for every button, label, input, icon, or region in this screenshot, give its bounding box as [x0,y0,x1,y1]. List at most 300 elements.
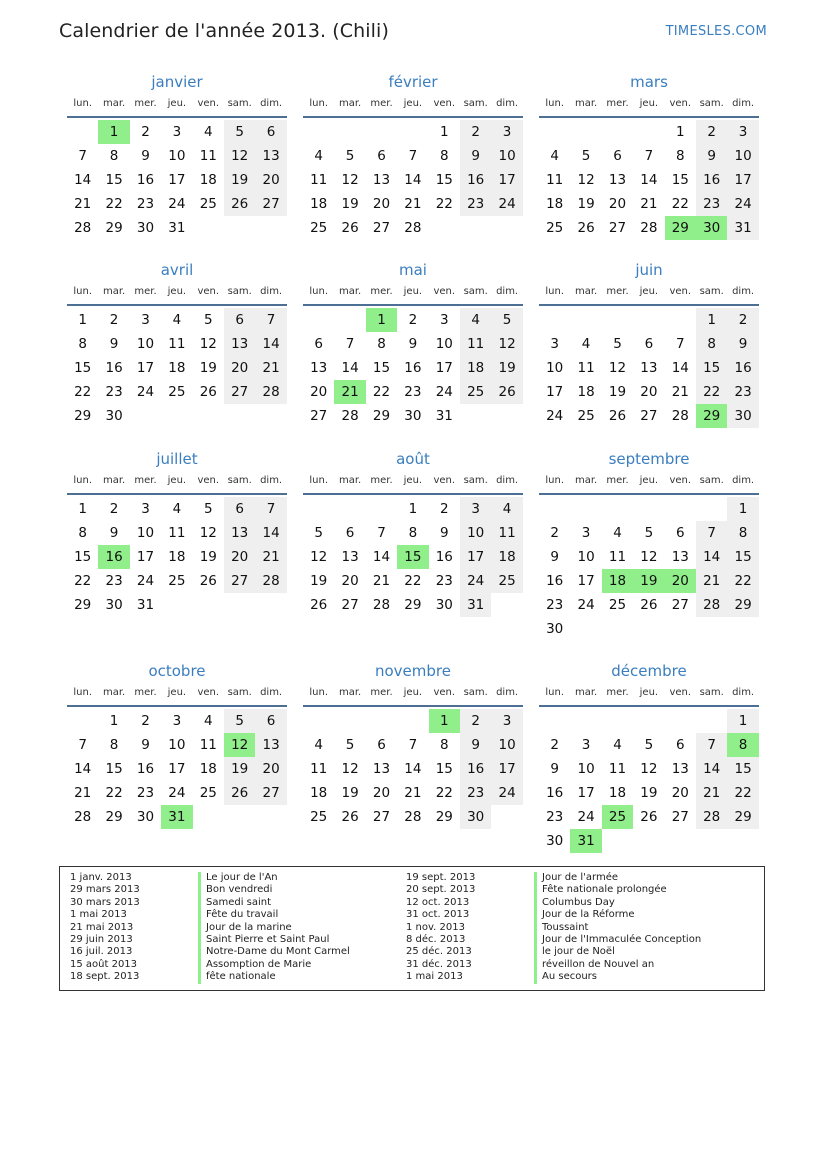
day-cell: 29 [105,809,123,825]
day-cell: 13 [341,549,359,565]
day-cell: 29 [74,597,92,613]
legend-holiday-date: 20 sept. 2013 [406,884,476,896]
day-cell: 24 [136,573,155,589]
day-cell: 4 [172,312,182,328]
day-cell: 11 [460,332,491,356]
weekday-label: ven. [197,475,220,486]
day-cell: 23 [460,781,491,805]
legend-holiday-date: 31 déc. 2013 [406,958,472,970]
day-cell: 29 [727,805,758,829]
day-cell: 27 [310,408,328,424]
day-cell: 3 [460,497,491,521]
day-cell: 30 [460,805,491,829]
day-cell: 18 [199,761,217,777]
weekday-label: mar. [574,98,598,109]
day-cell: 16 [460,168,491,192]
day-cell: 8 [439,737,449,753]
day-cell: 19 [224,168,255,192]
day-cell: 19 [640,785,658,801]
day-cell: 12 [341,761,359,777]
day-cell: 28 [671,408,689,424]
legend-holiday-name: Au secours [534,971,701,983]
weekday-label: jeu. [639,687,659,698]
day-cell: 8 [408,525,418,541]
day-cell: 9 [727,332,758,356]
day-cell: 11 [491,521,522,545]
day-cell: 11 [168,336,186,352]
day-cell: 12 [577,172,595,188]
legend-holiday-date: 12 oct. 2013 [406,896,470,908]
day-cell: 8 [439,148,449,164]
day-cell: 14 [255,332,286,356]
weekday-label: ven. [433,687,456,698]
weekday-label: mer. [606,687,629,698]
weekday-label: sam. [227,98,252,109]
day-cell: 19 [608,384,627,400]
weekday-label: dim. [496,687,519,698]
day-cell: 28 [74,220,92,236]
day-cell: 2 [696,120,727,144]
legend-holiday-date: 31 oct. 2013 [406,909,470,921]
weekday-label: sam. [463,98,488,109]
day-cell: 1 [675,124,685,140]
day-cell: 4 [613,525,622,541]
day-cell: 29 [105,220,123,236]
day-cell: 17 [491,757,522,781]
day-cell: 17 [168,172,186,188]
day-cell: 4 [581,336,591,352]
day-cell: 18 [168,549,186,565]
holiday-day-cell: 1 [98,120,129,144]
day-cell: 14 [404,172,422,188]
day-cell: 6 [345,525,355,541]
header-rule [539,116,759,118]
day-cell: 25 [310,809,328,825]
day-cell: 13 [372,761,391,777]
day-cell: 5 [203,501,213,517]
day-cell: 5 [581,148,591,164]
day-cell: 23 [136,785,155,801]
day-cell: 8 [377,336,386,352]
day-cell: 4 [172,501,182,517]
day-cell: 7 [255,308,286,332]
day-cell: 30 [105,408,123,424]
weekday-label: mar. [338,687,362,698]
weekday-label: jeu. [403,687,423,698]
legend-names-left [198,872,350,984]
day-cell: 10 [136,336,155,352]
day-cell: 22 [696,380,727,404]
day-cell: 29 [372,408,391,424]
legend-holiday-name: Notre-Dame du Mont Carmel [198,946,350,958]
day-cell: 17 [460,545,491,569]
day-cell: 17 [491,168,522,192]
day-cell: 10 [491,144,522,168]
day-cell: 18 [491,545,522,569]
weekday-label: mer. [370,98,393,109]
day-cell: 20 [341,573,359,589]
day-cell: 30 [404,408,422,424]
holiday-day-cell: 1 [429,709,460,733]
weekday-label: mer. [134,98,157,109]
day-cell: 6 [377,148,386,164]
day-cell: 28 [341,408,359,424]
day-cell: 5 [644,525,654,541]
day-cell: 25 [310,220,328,236]
weekday-label: lun. [545,475,565,486]
weekday-label: jeu. [639,475,659,486]
month-name: mai [399,261,427,279]
day-cell: 16 [727,356,758,380]
day-cell: 18 [199,172,217,188]
day-cell: 5 [345,148,355,164]
day-cell: 6 [224,308,255,332]
weekday-label: dim. [260,475,283,486]
weekday-label: jeu. [403,98,423,109]
day-cell: 11 [577,360,595,376]
legend-holiday-name: fête nationale [198,971,350,983]
day-cell: 22 [671,196,689,212]
day-cell: 12 [640,761,658,777]
day-cell: 9 [109,525,119,541]
day-cell: 14 [671,360,689,376]
day-cell: 12 [224,144,255,168]
day-cell: 3 [439,312,449,328]
day-cell: 2 [141,713,150,729]
weekday-label: mer. [134,475,157,486]
day-cell: 28 [696,593,727,617]
weekday-label: mer. [606,475,629,486]
day-cell: 29 [435,809,453,825]
day-cell: 21 [74,785,92,801]
day-cell: 4 [203,713,213,729]
day-cell: 6 [314,336,323,352]
weekday-header [539,687,759,703]
day-cell: 13 [224,332,255,356]
day-cell: 9 [109,336,119,352]
header-rule [303,705,523,707]
day-cell: 30 [136,220,155,236]
legend-holiday-date: 30 mars 2013 [70,896,140,908]
day-cell: 16 [546,785,564,801]
day-cell: 17 [168,761,186,777]
day-cell: 8 [78,525,87,541]
day-cell: 25 [168,384,186,400]
day-cell: 21 [404,785,422,801]
holiday-day-cell: 16 [98,545,129,569]
weekday-header [303,475,523,491]
day-cell: 15 [696,356,727,380]
day-cell: 16 [696,168,727,192]
day-cell: 27 [372,220,391,236]
day-cell: 10 [435,336,453,352]
day-cell: 9 [550,549,559,565]
day-cell: 2 [109,501,119,517]
day-cell: 6 [644,336,654,352]
day-cell: 21 [671,384,689,400]
day-cell: 31 [168,220,186,236]
holiday-day-cell: 31 [161,805,192,829]
weekday-label: jeu. [403,475,423,486]
day-cell: 19 [224,757,255,781]
day-cell: 30 [546,621,564,637]
day-cell: 26 [491,380,522,404]
weekday-label: ven. [197,687,220,698]
holiday-legend [59,866,765,991]
day-cell: 26 [341,220,359,236]
weekday-label: ven. [197,98,220,109]
day-cell: 23 [460,192,491,216]
weekday-label: mar. [338,98,362,109]
month-name: septembre [608,450,690,468]
day-cell: 25 [491,569,522,593]
day-cell: 28 [74,809,92,825]
day-cell: 2 [727,308,758,332]
day-cell: 30 [727,404,758,428]
day-cell: 20 [255,757,286,781]
day-cell: 9 [141,737,150,753]
legend-holiday-date: 25 déc. 2013 [406,946,472,958]
holiday-day-cell: 15 [397,545,428,569]
day-cell: 23 [696,192,727,216]
day-cell: 23 [105,384,123,400]
day-cell: 6 [255,120,286,144]
day-cell: 27 [255,192,286,216]
day-cell: 8 [109,148,119,164]
weekday-label: dim. [732,98,755,109]
day-cell: 11 [199,148,217,164]
day-cell: 28 [372,597,391,613]
weekday-label: sam. [699,98,724,109]
day-cell: 8 [696,332,727,356]
day-cell: 27 [255,781,286,805]
day-cell: 2 [109,312,119,328]
weekday-label: dim. [496,98,519,109]
weekday-label: jeu. [167,98,187,109]
day-cell: 2 [439,501,449,517]
day-cell: 12 [310,549,328,565]
day-cell: 5 [613,336,622,352]
day-cell: 5 [314,525,323,541]
day-cell: 7 [675,336,685,352]
weekday-label: ven. [433,475,456,486]
month-name: février [388,73,438,91]
day-cell: 8 [675,148,685,164]
day-cell: 8 [78,336,87,352]
day-cell: 18 [310,196,328,212]
day-cell: 11 [168,525,186,541]
day-cell: 1 [439,124,449,140]
day-cell: 20 [255,168,286,192]
day-cell: 18 [168,360,186,376]
legend-holiday-date: 29 mars 2013 [70,884,140,896]
day-cell: 23 [435,573,453,589]
legend-holiday-name: Le jour de l'An [198,872,350,884]
day-cell: 22 [435,785,453,801]
day-cell: 10 [136,525,155,541]
day-cell: 28 [404,220,422,236]
day-cell: 25 [577,408,595,424]
day-cell: 22 [74,384,92,400]
legend-holiday-date: 29 juin 2013 [70,934,133,946]
legend-holiday-date: 1 mai 2013 [406,971,463,983]
header-rule [539,493,759,495]
day-cell: 17 [727,168,758,192]
weekday-label: ven. [433,286,456,297]
weekday-label: lun. [309,286,329,297]
legend-dates-right [406,872,475,984]
weekday-label: mar. [574,475,598,486]
day-cell: 7 [696,733,727,757]
weekday-label: sam. [463,286,488,297]
day-cell: 5 [224,709,255,733]
header-rule [539,705,759,707]
day-cell: 1 [78,501,87,517]
day-cell: 15 [105,172,123,188]
holiday-day-cell: 20 [665,569,696,593]
weekday-label: ven. [197,286,220,297]
day-cell: 22 [435,196,453,212]
day-cell: 13 [255,144,286,168]
legend-holiday-date: 19 sept. 2013 [406,872,476,883]
day-cell: 23 [546,597,564,613]
weekday-label: jeu. [167,286,187,297]
day-cell: 14 [640,172,658,188]
day-cell: 16 [105,360,123,376]
legend-holiday-date: 21 mai 2013 [70,921,134,933]
day-cell: 15 [435,761,453,777]
weekday-label: mar. [338,286,362,297]
day-cell: 7 [255,497,286,521]
day-cell: 26 [199,384,217,400]
holiday-day-cell: 25 [602,805,633,829]
day-cell: 22 [727,569,758,593]
legend-holiday-name: le jour de Noël [534,946,701,958]
month-name: juillet [156,450,198,468]
day-cell: 30 [435,597,453,613]
holiday-day-cell: 29 [665,216,696,240]
weekday-label: dim. [732,475,755,486]
day-cell: 3 [141,501,150,517]
day-cell: 6 [377,737,386,753]
legend-holiday-name: Bon vendredi [198,884,350,896]
holiday-day-cell: 29 [696,404,727,428]
day-cell: 12 [199,336,217,352]
day-cell: 9 [460,144,491,168]
brand-link[interactable]: TIMESLES.COM [665,24,767,39]
day-cell: 26 [224,781,255,805]
day-cell: 4 [491,497,522,521]
month-name: août [396,450,430,468]
day-cell: 10 [491,733,522,757]
day-cell: 22 [105,196,123,212]
day-cell: 16 [136,172,155,188]
day-cell: 27 [341,597,359,613]
weekday-label: dim. [732,687,755,698]
day-cell: 20 [372,196,391,212]
day-cell: 13 [608,172,627,188]
day-cell: 10 [577,761,595,777]
day-cell: 26 [640,809,658,825]
day-cell: 20 [671,785,689,801]
day-cell: 20 [640,384,658,400]
day-cell: 15 [671,172,689,188]
legend-holiday-date: 16 juil. 2013 [70,946,133,958]
day-cell: 3 [172,713,182,729]
day-cell: 3 [491,709,522,733]
day-cell: 11 [199,737,217,753]
day-cell: 9 [141,148,150,164]
day-cell: 7 [377,525,386,541]
day-cell: 21 [255,545,286,569]
day-cell: 22 [727,781,758,805]
day-cell: 27 [608,220,627,236]
day-cell: 13 [671,761,689,777]
day-cell: 1 [696,308,727,332]
day-cell: 23 [727,380,758,404]
day-cell: 23 [404,384,422,400]
weekday-label: lun. [73,98,93,109]
month-name: mars [630,73,668,91]
day-cell: 19 [491,356,522,380]
holiday-day-cell: 21 [334,380,365,404]
day-cell: 2 [460,120,491,144]
day-cell: 3 [491,120,522,144]
legend-holiday-name: réveillon de Nouvel an [534,959,701,971]
day-cell: 3 [141,312,150,328]
day-cell: 22 [105,785,123,801]
day-cell: 7 [408,148,418,164]
weekday-header [539,475,759,491]
weekday-label: lun. [309,98,329,109]
day-cell: 27 [671,809,689,825]
weekday-label: mar. [102,475,126,486]
day-cell: 25 [168,573,186,589]
day-cell: 5 [644,737,654,753]
day-cell: 16 [435,549,453,565]
weekday-label: mer. [370,286,393,297]
day-cell: 19 [310,573,328,589]
weekday-label: mar. [102,98,126,109]
day-cell: 3 [172,124,182,140]
header-rule [303,493,523,495]
day-cell: 5 [224,120,255,144]
day-cell: 6 [675,525,685,541]
legend-dates-left [70,872,140,984]
day-cell: 26 [341,809,359,825]
day-cell: 24 [491,192,522,216]
day-cell: 16 [404,360,422,376]
weekday-label: sam. [463,475,488,486]
legend-holiday-date: 1 mai 2013 [70,909,127,921]
day-cell: 10 [546,360,564,376]
day-cell: 28 [255,569,286,593]
weekday-label: ven. [669,475,692,486]
day-cell: 7 [78,148,87,164]
weekday-label: mar. [338,475,362,486]
holiday-day-cell: 8 [727,733,758,757]
header-rule [539,304,759,306]
day-cell: 23 [546,809,564,825]
day-cell: 26 [640,597,658,613]
day-cell: 3 [581,737,591,753]
day-cell: 24 [727,192,758,216]
day-cell: 24 [435,384,453,400]
day-cell: 16 [460,757,491,781]
legend-holiday-name: Samedi saint [198,897,350,909]
holiday-day-cell: 18 [602,569,633,593]
day-cell: 24 [491,781,522,805]
